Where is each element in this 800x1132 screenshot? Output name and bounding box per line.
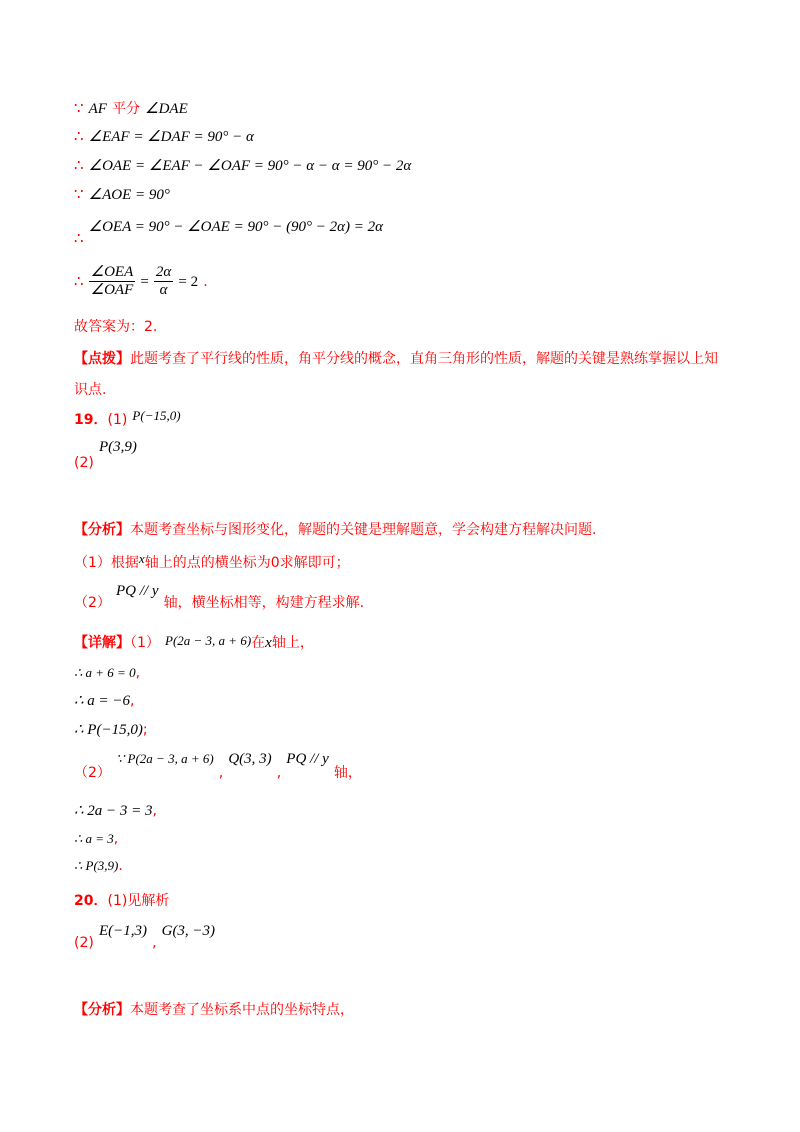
q19-step-5 <box>74 830 118 846</box>
q19-step-2 <box>74 692 135 709</box>
item2-label: （2） <box>74 595 111 611</box>
analysis-text: 本题考查了坐标系中点的坐标特点， <box>130 1002 354 1018</box>
step-math: ∴ a = 3 <box>74 831 114 846</box>
q19-part1-label: (1) <box>107 412 128 428</box>
q19-analysis-item1 <box>74 551 350 571</box>
detail-p2-sep2: , <box>276 765 282 781</box>
fraction-numerator: ∠OEA <box>90 264 134 280</box>
q20-part1-text: (1)见解析 <box>107 893 170 909</box>
step-punct: . <box>118 858 123 874</box>
item2-text: 轴，横坐标相等，构建方程求解. <box>163 595 365 611</box>
therefore-symbol: ∴ <box>74 272 84 290</box>
q19-part1 <box>74 408 181 428</box>
therefore-symbol: ∴ <box>74 127 84 145</box>
math-eaf: ∠EAF = ∠DAF = 90° − α <box>88 129 254 145</box>
text-bisect: 平分 <box>112 101 141 117</box>
fraction-oea-oaf <box>89 265 136 298</box>
math-angle-dae: ∠DAE <box>145 101 188 117</box>
fraction-denominator: α <box>159 282 168 298</box>
q20-number: 20． <box>74 893 108 909</box>
line-6 <box>74 265 208 298</box>
line-4 <box>74 186 170 203</box>
analysis-label: 【分析】 <box>74 522 130 538</box>
q20-part1 <box>74 892 169 908</box>
detail-p2-text: 轴， <box>333 765 362 781</box>
answer-line: 故答案为：2. <box>74 319 158 335</box>
fraction-2alpha-alpha <box>154 265 173 298</box>
detail-p1: （1） <box>130 635 160 651</box>
result-two: = 2 <box>178 274 199 290</box>
because-symbol: ∵ <box>74 185 84 203</box>
step-punct: , <box>130 693 135 709</box>
detail-p2-sep1: , <box>218 765 224 781</box>
step-math: ∴ 2a − 3 = 3 <box>74 803 153 819</box>
detail-p2-math1: ∵ P(2a − 3, a + 6) <box>116 751 214 766</box>
step-punct: , <box>135 665 141 681</box>
detail-p1-math: P(2a − 3, a + 6) <box>165 633 252 648</box>
dianbo-line-1 <box>74 352 718 366</box>
detail-p2: （2） <box>74 765 111 781</box>
line-2 <box>74 128 254 145</box>
q20-part2-math2: G(3, −3) <box>161 923 216 939</box>
analysis-text: 本题考查坐标与图形变化，解题的关键是理解题意，学会构建方程解决问题. <box>130 522 597 538</box>
q19-part2-math: P(3,9) <box>98 439 137 455</box>
q19-detail-header <box>74 634 314 651</box>
q20-part2 <box>74 922 216 951</box>
therefore-symbol: ∴ <box>74 229 84 247</box>
detail-p2-math3: PQ // y <box>286 751 329 767</box>
q19-part1-math: P(−15,0) <box>132 408 181 423</box>
q19-number: 19． <box>74 412 108 428</box>
period: . <box>203 274 208 290</box>
math-af: AF <box>88 101 107 117</box>
item1-math-x: x <box>138 551 145 566</box>
math-aoe: ∠AOE = 90° <box>88 187 170 203</box>
dianbo-line-2: 识点. <box>74 382 107 398</box>
step-math: ∴ P(3,9) <box>74 858 119 873</box>
detail-p1-text-b: 轴上， <box>271 635 314 651</box>
therefore-symbol: ∴ <box>74 156 84 174</box>
q20-part2-math1: E(−1,3) <box>98 923 147 939</box>
q19-step-4 <box>74 802 157 819</box>
dianbo-text-1: 此题考查了平行线的性质，角平分线的概念，直角三角形的性质，解题的关键是熟练掌握以上知 <box>130 351 718 367</box>
q19-analysis <box>74 523 596 537</box>
item1-label: （1） <box>74 555 111 571</box>
q20-part2-label: (2) <box>74 935 94 951</box>
q19-step-1 <box>74 664 140 680</box>
step-punct: , <box>152 803 157 819</box>
line-1 <box>74 100 188 117</box>
equals-sign: = <box>140 274 149 290</box>
math-oea: ∠OEA = 90° − ∠OAE = 90° − (90° − 2α) = 2α <box>88 219 384 235</box>
analysis-label: 【分析】 <box>74 1002 130 1018</box>
q19-step-3 <box>74 721 148 738</box>
fraction-numerator: 2α <box>155 264 172 280</box>
line-5 <box>74 218 384 247</box>
detail-p2-math2: Q(3, 3) <box>228 751 272 767</box>
q19-step-6 <box>74 857 123 873</box>
q19-part2 <box>74 438 137 471</box>
step-math: ∴ a + 6 = 0 <box>74 665 136 680</box>
q19-detail-part2 <box>74 750 362 781</box>
q20-part2-sep: , <box>152 935 157 951</box>
detail-p1-x: x <box>265 635 272 651</box>
item1-text-a: 根据 <box>110 555 139 571</box>
step-punct: ; <box>142 722 148 738</box>
detail-label: 【详解】 <box>74 635 130 651</box>
q20-analysis <box>74 1003 354 1017</box>
detail-p1-text-a: 在 <box>251 635 266 651</box>
fraction-denominator: ∠OAF <box>90 282 134 298</box>
q19-part2-label: (2) <box>74 455 94 471</box>
because-symbol: ∵ <box>74 99 84 117</box>
item1-text-b: 轴上的点的横坐标为0求解即可； <box>144 555 350 571</box>
math-oae: ∠OAE = ∠EAF − ∠OAF = 90° − α − α = 90° − 2α <box>88 158 412 174</box>
step-math: ∴ P(−15,0) <box>74 722 143 738</box>
line-3 <box>74 157 411 174</box>
step-math: ∴ a = −6 <box>74 693 131 709</box>
dianbo-label: 【点拨】 <box>74 351 130 367</box>
step-punct: , <box>113 831 119 847</box>
q19-analysis-item2 <box>74 582 365 611</box>
item2-math: PQ // y <box>116 583 159 599</box>
